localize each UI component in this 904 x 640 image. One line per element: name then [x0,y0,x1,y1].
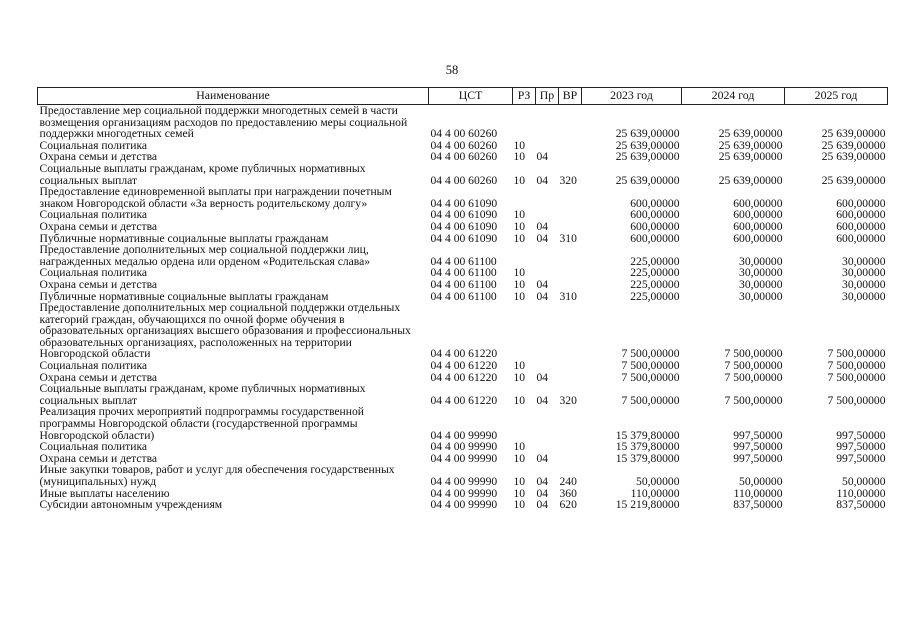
row-rz: 10 [513,359,526,373]
row-pr [536,406,559,441]
table-row [38,464,888,487]
row-rz: 10 [513,451,526,465]
row-2024: 600,00000 [733,196,783,210]
row-2025: 30,00000 [842,266,886,280]
row-2023: 25 639,00000 [615,138,680,152]
row-pr: 04 [536,277,549,291]
row-2024: 997,50000 [733,440,783,454]
row-name: Охрана семьи и детства [39,219,158,233]
row-rz: 10 [513,498,526,512]
row-name: Социальная политика [39,359,148,373]
row-rz: 10 [513,440,526,454]
row-rz: 10 [513,138,526,152]
row-name: Охрана семьи и детства [39,451,158,465]
row-cst: 04 4 00 99990 [430,440,498,454]
row-name: Предоставление дополнительных мер социальной поддержки отдельных категорий граждан, обучающихся по очной форме обучения в образовательных организациях высшего образования и профессиональных образовательных организациях, расположенных на территории Новгородской области [39,301,411,361]
row-rz: 10 [513,173,526,187]
row-cst: 04 4 00 61100 [430,289,497,303]
table-row [38,221,888,233]
row-name: Публичные нормативные социальные выплаты гражданам [39,289,329,303]
row-2023: 225,00000 [630,289,680,303]
row-2025: 837,50000 [836,498,886,512]
row-2023: 600,00000 [630,231,680,245]
row-name: Охрана семьи и детства [39,277,158,291]
row-rz: 10 [513,150,526,164]
row-rz: 10 [513,231,526,245]
row-vr [559,244,582,267]
table-row [38,163,888,186]
row-2025: 30,00000 [842,289,886,303]
row-pr: 04 [536,451,549,465]
row-cst: 04 4 00 60260 [430,138,498,152]
row-vr: 310 [559,231,577,245]
row-name: Субсидии автономным учреждениям [39,498,223,512]
row-pr: 04 [536,219,549,233]
row-2023: 15 379,80000 [615,440,680,454]
row-2023: 7 500,00000 [621,370,680,384]
table-row [38,105,888,140]
row-2023: 25 639,00000 [615,150,680,164]
row-vr [559,372,582,384]
row-name: Социальная политика [39,138,148,152]
table-row [38,360,888,372]
row-name: Иные закупки товаров, работ и услуг для обеспечения государственных (муниципальных) нужд [39,463,395,488]
row-vr [559,279,582,291]
row-vr: 310 [559,289,577,303]
row-pr: 04 [536,486,549,500]
row-cst: 04 4 00 61090 [430,219,498,233]
header-name: Наименование [38,88,429,105]
row-vr [559,360,582,372]
row-rz [513,406,536,441]
row-2023: 600,00000 [630,208,680,222]
row-name: Социальные выплаты гражданам, кроме публичных нормативных социальных выплат [39,382,366,407]
row-vr [559,105,582,140]
row-name: Социальная политика [39,266,148,280]
row-vr [559,140,582,152]
row-cst: 04 4 00 61100 [430,266,497,280]
row-2023: 50,00000 [636,475,680,488]
row-pr: 04 [536,289,549,303]
row-name: Предоставление дополнительных мер социальной поддержки лиц, награжденных медалью ордена или орденом «Родительская слава» [39,243,371,268]
row-2024: 25 639,00000 [718,127,783,141]
row-vr [559,302,582,360]
table-row [38,244,888,267]
row-vr [559,453,582,465]
row-vr: 240 [559,475,577,488]
row-2024: 997,50000 [733,428,783,442]
row-2024: 600,00000 [733,231,783,245]
row-cst: 04 4 00 60260 [430,127,498,141]
row-pr: 04 [536,231,549,245]
header-2025: 2025 год [785,88,888,105]
row-cst: 04 4 00 99990 [430,428,498,442]
row-2025: 600,00000 [836,231,886,245]
row-2025: 110,00000 [836,486,886,500]
header-pr: Пр [536,88,559,105]
row-cst: 04 4 00 99990 [430,498,498,512]
row-2024: 30,00000 [739,254,783,268]
row-2023: 15 379,80000 [615,428,680,442]
row-vr [559,209,582,221]
row-2025: 30,00000 [842,277,886,291]
row-cst: 04 4 00 60260 [430,150,498,164]
row-pr: 04 [536,393,549,407]
row-2024: 25 639,00000 [718,173,783,187]
row-vr: 320 [559,173,577,187]
row-2023: 25 639,00000 [615,127,680,141]
row-pr: 04 [536,150,549,164]
row-2024: 997,50000 [733,451,783,465]
row-2023: 600,00000 [630,196,680,210]
row-cst: 04 4 00 99990 [430,475,498,488]
row-2024: 50,00000 [739,475,783,488]
row-2025: 600,00000 [836,196,886,210]
row-2025: 7 500,00000 [827,347,886,361]
row-2023: 600,00000 [630,219,680,233]
table-row [38,383,888,406]
row-rz [513,105,536,140]
row-rz [513,302,536,360]
row-pr [536,244,559,267]
row-2023: 110,00000 [630,486,680,500]
row-cst: 04 4 00 61220 [430,393,498,407]
row-vr [559,406,582,441]
table-row [38,186,888,209]
table-body [38,105,888,511]
row-vr [559,267,582,279]
row-2024: 7 500,00000 [724,370,783,384]
row-vr: 360 [559,486,577,500]
page-number: 58 [445,63,459,77]
budget-table [37,87,888,511]
row-2025: 997,50000 [836,451,886,465]
row-2024: 7 500,00000 [724,359,783,373]
row-rz: 10 [513,370,526,384]
row-cst: 04 4 00 99990 [430,486,498,500]
row-name: Публичные нормативные социальные выплаты гражданам [39,231,329,245]
row-2025: 50,00000 [842,475,886,488]
table-row [38,499,888,511]
row-rz: 10 [513,393,526,407]
table-row [38,406,888,441]
row-pr [536,360,559,372]
table-header [38,88,888,105]
table-row [38,279,888,291]
row-cst: 04 4 00 61220 [430,370,498,384]
row-name: Предоставление мер социальной поддержки многодетных семей в части возмещения организациям расходов по предоставлению меры социальной поддержки многодетных семей [39,104,408,141]
row-2023: 15 379,80000 [615,451,680,465]
row-2024: 30,00000 [739,277,783,291]
row-2023: 15 219,80000 [615,498,680,512]
row-vr: 320 [559,393,577,407]
row-2024: 600,00000 [733,208,783,222]
row-cst: 04 4 00 61090 [430,231,498,245]
row-name: Предоставление единовременной выплаты при награждении почетным знаком Новгородской области «За верность родительскому долгу» [39,185,392,210]
row-pr [536,186,559,209]
row-cst: 04 4 00 61090 [430,208,498,222]
row-2024: 600,00000 [733,219,783,233]
row-name: Иные выплаты населению [39,486,170,500]
row-2024: 25 639,00000 [718,150,783,164]
row-2025: 25 639,00000 [821,127,886,141]
row-2023: 7 500,00000 [621,359,680,373]
row-cst: 04 4 00 61090 [430,196,498,210]
row-2024: 30,00000 [739,289,783,303]
row-cst: 04 4 00 61100 [430,277,497,291]
row-rz: 10 [513,266,526,280]
row-2023: 225,00000 [630,277,680,291]
row-rz: 10 [513,208,526,222]
table-row [38,302,888,360]
row-2023: 225,00000 [630,254,680,268]
row-2024: 7 500,00000 [724,393,783,407]
row-name: Охрана семьи и детства [39,370,158,384]
row-rz: 10 [513,277,526,291]
header-vr: ВР [559,88,582,105]
row-2024: 7 500,00000 [724,347,783,361]
row-name: Социальные выплаты гражданам, кроме публичных нормативных социальных выплат [39,161,366,187]
row-2025: 600,00000 [836,219,886,233]
header-2023: 2023 год [582,88,682,105]
row-2024: 30,00000 [739,266,783,280]
row-cst: 04 4 00 61100 [430,254,497,268]
row-2025: 25 639,00000 [821,150,886,164]
row-cst: 04 4 00 61220 [430,347,498,361]
row-2025: 997,50000 [836,440,886,454]
row-2025: 600,00000 [836,208,886,222]
row-2025: 7 500,00000 [827,370,886,384]
row-cst: 04 4 00 60260 [430,173,498,187]
row-rz: 10 [513,219,526,233]
row-rz: 10 [513,475,526,488]
row-2023: 7 500,00000 [621,393,680,407]
row-2025: 7 500,00000 [827,359,886,373]
row-pr: 04 [536,173,549,187]
row-2023: 225,00000 [630,266,680,280]
row-cst: 04 4 00 61220 [430,359,498,373]
header-2024: 2024 год [682,88,785,105]
row-vr [559,441,582,453]
row-name: Реализация прочих мероприятий подпрограммы государственной программы Новгородской области (государственной программы Новгородской области) [39,405,364,442]
row-pr [536,302,559,360]
header-rz: РЗ [513,88,536,105]
row-2025: 25 639,00000 [821,173,886,187]
row-2024: 25 639,00000 [718,138,783,152]
row-name: Охрана семьи и детства [39,150,158,164]
row-pr [536,105,559,140]
row-vr [559,221,582,233]
row-vr [559,151,582,163]
row-vr: 620 [559,498,577,512]
row-2023: 7 500,00000 [621,347,680,361]
row-2023: 25 639,00000 [615,173,680,187]
row-vr [559,186,582,209]
row-2025: 30,00000 [842,254,886,268]
row-cst: 04 4 00 99990 [430,451,498,465]
row-2025: 7 500,00000 [827,393,886,407]
row-name: Социальная политика [39,440,148,454]
row-pr: 04 [536,370,549,384]
row-rz: 10 [513,289,526,303]
row-pr: 04 [536,498,549,512]
row-rz: 10 [513,486,526,500]
row-2025: 25 639,00000 [821,138,886,152]
row-rz [513,186,536,209]
row-rz [513,244,536,267]
row-2024: 110,00000 [733,486,783,500]
header-cst: ЦСТ [429,88,513,105]
row-2024: 837,50000 [733,498,783,512]
row-name: Социальная политика [39,208,148,222]
row-2025: 997,50000 [836,428,886,442]
row-pr: 04 [536,475,549,488]
